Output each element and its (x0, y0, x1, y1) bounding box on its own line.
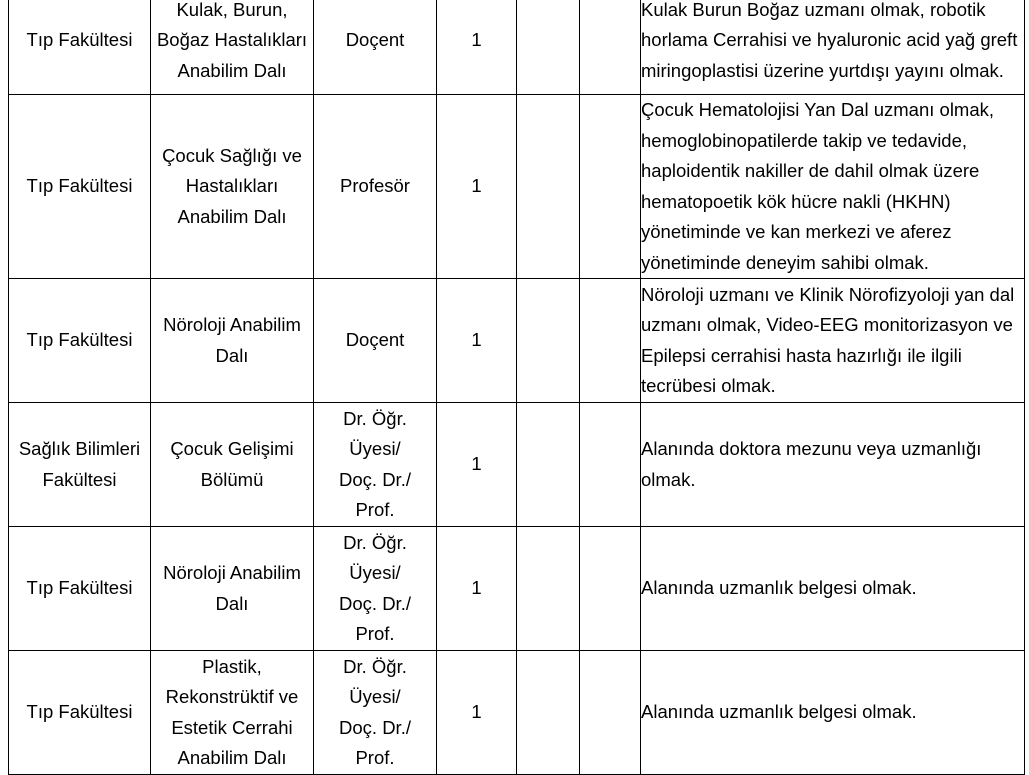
positions-table (8, 0, 1025, 775)
requirement-cell (641, 403, 1025, 527)
table-row (9, 0, 1025, 95)
table-row (9, 403, 1025, 527)
empty-cell (517, 0, 580, 95)
department-line: Dalı (215, 344, 249, 366)
faculty-line: Sağlık Bilimleri (18, 438, 141, 459)
requirement-line: hemoglobinopatilerde takip ve tedavide, (641, 129, 968, 151)
requirement-line: yönetiminde ve kan merkezi ve aferez (641, 221, 952, 242)
title-line: Doçent (345, 29, 405, 51)
empty-cell (580, 651, 641, 775)
faculty-line: Fakültesi (42, 468, 117, 490)
title-line: Profesör (340, 175, 410, 197)
department-line: Nöroloji Anabilim (163, 562, 301, 583)
department-line: Çocuk Gelişimi (170, 438, 294, 459)
title-cell (314, 527, 437, 651)
table-row (9, 651, 1025, 775)
title-line: Doç. Dr./ (339, 716, 411, 738)
faculty-cell (9, 651, 151, 775)
requirement-line: yönetiminde deneyim sahibi olmak. (641, 251, 929, 273)
empty-cell (517, 403, 580, 527)
department-line: Anabilim Dalı (177, 205, 287, 227)
table-body (9, 0, 1025, 775)
title-cell (314, 651, 437, 775)
requirement-line: horlama Cerrahisi ve hyaluronic acid yağ greft (641, 29, 1018, 51)
requirement-line: Alanında uzmanlık belgesi olmak. (641, 701, 917, 723)
empty-cell (580, 0, 641, 95)
empty-cell (517, 279, 580, 403)
requirement-line: Çocuk Hematolojisi Yan Dal uzmanı olmak, (641, 99, 995, 120)
requirement-line: haploidentik nakiller de dahil olmak üzere (641, 160, 980, 181)
requirement-line: Alanında uzmanlık belgesi olmak. (641, 577, 917, 599)
department-cell (151, 651, 314, 775)
requirement-line: hematopoetik kök hücre nakli (HKHN) (641, 190, 951, 212)
count-cell: 1 (437, 0, 517, 95)
department-line: Çocuk Sağlığı ve (162, 144, 302, 166)
empty-cell (580, 527, 641, 651)
faculty-cell (9, 403, 151, 527)
department-line: Estetik Cerrahi (171, 716, 293, 738)
title-line: Doçent (345, 329, 405, 351)
requirement-line: Alanında doktora mezunu veya uzmanlığı (641, 438, 982, 459)
count-cell: 1 (437, 95, 517, 279)
count-cell: 1 (437, 651, 517, 775)
empty-cell (517, 527, 580, 651)
department-line: Boğaz Hastalıkları (156, 29, 308, 51)
title-cell (314, 403, 437, 527)
title-line: Doç. Dr./ (339, 592, 411, 614)
table-row (9, 527, 1025, 651)
department-line: Plastik, (202, 655, 262, 677)
department-line: Kulak, Burun, (176, 0, 288, 20)
empty-cell (517, 95, 580, 279)
title-line: Üyesi/ (349, 686, 401, 707)
requirement-line: olmak. (641, 468, 696, 490)
department-line: Anabilim Dalı (177, 59, 287, 81)
title-line: Üyesi/ (349, 562, 401, 583)
faculty-cell (9, 95, 151, 279)
faculty-cell (9, 0, 151, 95)
table-row (9, 95, 1025, 279)
faculty-line: Tıp Fakültesi (26, 701, 133, 723)
department-line: Rekonstrüktif ve (165, 686, 299, 707)
empty-cell (580, 403, 641, 527)
department-cell (151, 95, 314, 279)
department-line: Anabilim Dalı (177, 747, 287, 768)
table-row (9, 279, 1025, 403)
requirement-cell (641, 0, 1025, 95)
requirement-cell (641, 527, 1025, 651)
department-cell (151, 279, 314, 403)
requirement-line: uzmanı olmak, Video-EEG monitorizasyon ve (641, 314, 1013, 335)
title-line: Dr. Öğr. (343, 407, 407, 429)
title-line: Doç. Dr./ (339, 468, 411, 490)
faculty-cell (9, 279, 151, 403)
faculty-line: Tıp Fakültesi (26, 329, 133, 351)
department-cell (151, 527, 314, 651)
department-line: Dalı (215, 592, 249, 614)
faculty-line: Tıp Fakültesi (26, 577, 133, 599)
department-line: Nöroloji Anabilim (163, 314, 301, 335)
faculty-line: Tıp Fakültesi (26, 29, 133, 51)
title-line: Dr. Öğr. (343, 531, 407, 553)
requirement-line: Epilepsi cerrahisi hasta hazırlığı ile ilgili (641, 344, 962, 366)
empty-cell (517, 651, 580, 775)
title-line: Prof. (355, 623, 395, 644)
department-cell (151, 0, 314, 95)
requirement-line: Kulak Burun Boğaz uzmanı olmak, robotik (641, 0, 986, 20)
title-line: Prof. (355, 499, 395, 520)
count-cell: 1 (437, 279, 517, 403)
requirement-cell (641, 95, 1025, 279)
title-cell (314, 0, 437, 95)
title-line: Üyesi/ (349, 438, 401, 459)
requirement-cell (641, 279, 1025, 403)
empty-cell (580, 95, 641, 279)
title-cell (314, 279, 437, 403)
title-line: Dr. Öğr. (343, 655, 407, 677)
faculty-cell (9, 527, 151, 651)
empty-cell (580, 279, 641, 403)
department-cell (151, 403, 314, 527)
title-line: Prof. (355, 747, 395, 768)
title-cell (314, 95, 437, 279)
count-cell: 1 (437, 527, 517, 651)
requirement-cell (641, 651, 1025, 775)
department-line: Hastalıkları (185, 175, 279, 197)
count-cell: 1 (437, 403, 517, 527)
requirement-line: tecrübesi olmak. (641, 375, 776, 396)
requirement-line: miringoplastisi üzerine yurtdışı yayını olmak. (641, 59, 1004, 81)
department-line: Bölümü (200, 468, 264, 490)
requirement-line: Nöroloji uzmanı ve Klinik Nörofizyoloji yan dal (641, 283, 1015, 305)
faculty-line: Tıp Fakültesi (26, 175, 133, 197)
